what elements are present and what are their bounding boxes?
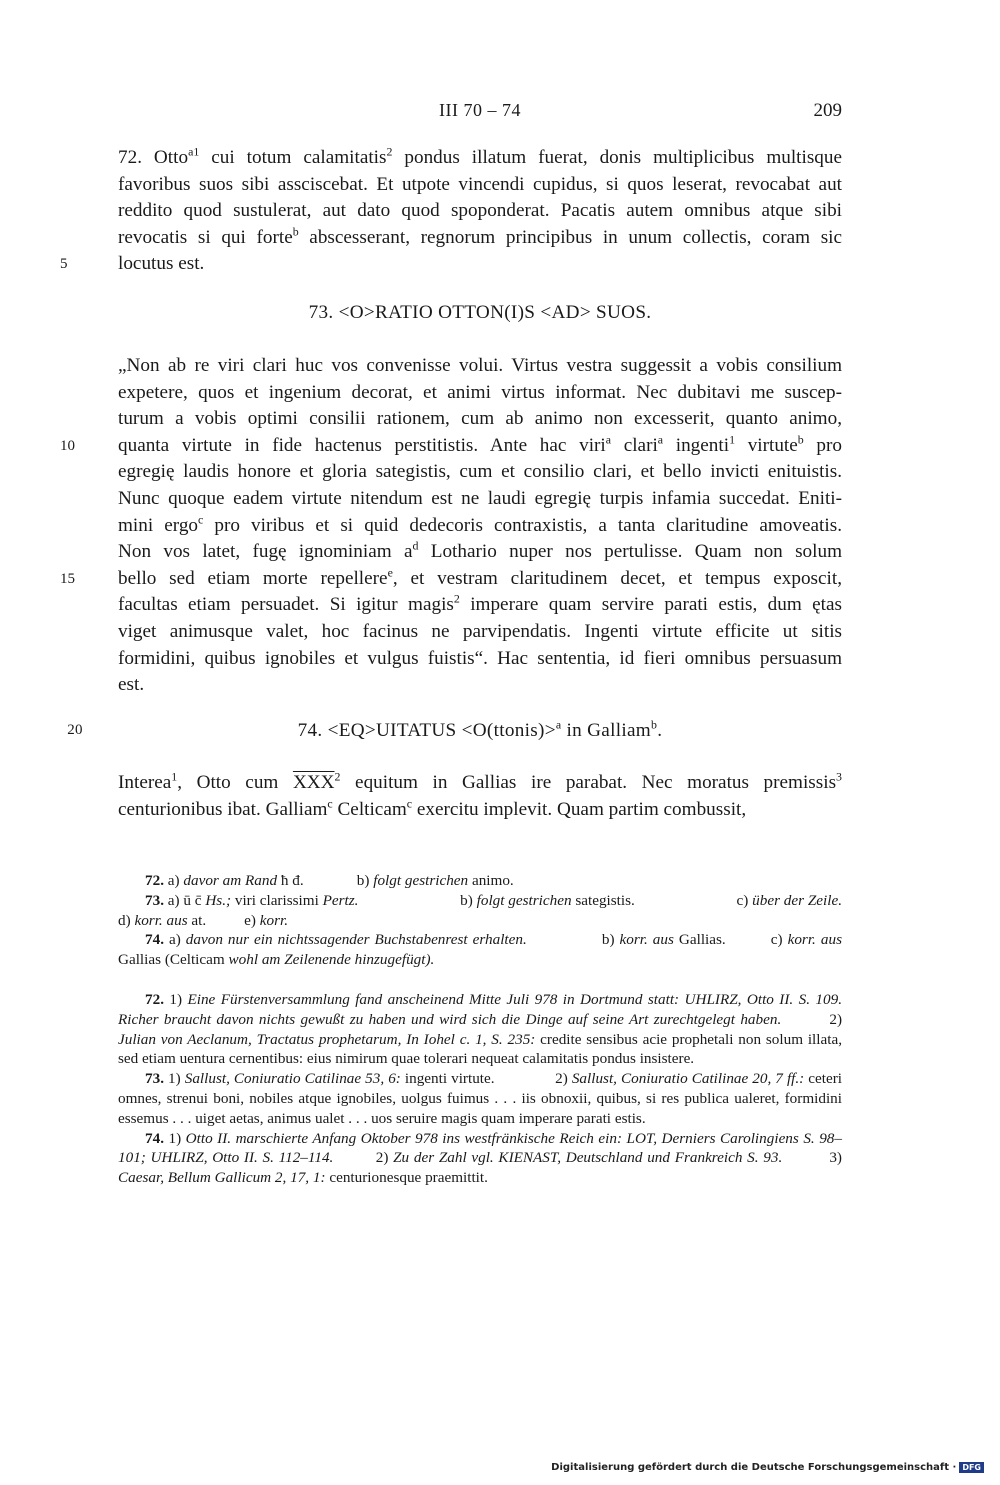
source-notes (118, 990, 842, 1188)
ch72-line: reddito quod sustulerat, aut dato quod spoponderat. Pacatis autem omnibus atque sibi (118, 200, 842, 222)
ch74-line: Interea$^1$, Otto cum $\overline{XXX}^2$ equitum in Gallias ire parabat. Nec moratus premissis$^3$ (118, 769, 842, 793)
chapter-73-text (60, 353, 843, 699)
ch73-line: quanta virtute in fide hactenus perstitistis. Ante hac viri$^a$ clari$^a$ ingenti$^1$ virtute$^b$ pro 10 (118, 433, 842, 460)
ch72-line: revocatis si qui forte$^b$ abscesserant, regnorum principibus in unum collectis, coram sic (118, 224, 843, 248)
ch73-line: Nunc quoque eadem virtute nitendum est ne laudi egregię turpis infamia succedat. Eniti- (118, 487, 842, 509)
page-header (118, 100, 842, 130)
ch73-line: bello sed etiam morte repellere$^e$, et vestram claritudinem decet, et tempus exposcit, 15 (118, 566, 842, 593)
line-number: 5 (60, 256, 68, 273)
ch72-line: favoribus suos sibi assciscebat. Et utpote vincendi cupidus, si quos leserat, revocabat aut (118, 173, 842, 195)
ch73-line: egregię laudis honore et gloria sategistis, cum et consilio clari, et bello invicti enituistis. (118, 461, 842, 483)
ch72-line: locutus est. 5 (118, 251, 842, 278)
ch73-line: „Non ab re viri clari huc vos convenisse volui. Virtus vestra suggessit a vobis consilium (118, 355, 842, 376)
chapter-72-text (60, 144, 843, 278)
apparatus-entry: 72. a) davor am Rand ħ đ. b) folgt gestrichen animo. (145, 872, 514, 889)
digitization-credit (551, 1462, 984, 1473)
ch73-line: expetere, quos et ingenium decorat, et animi virtus informat. Nec dubitavi me suscep- (118, 381, 842, 403)
ch73-line: viget animusque valet, hoc facinus ne parvipendatis. Ingenti virtute efficite ut sitis (118, 620, 842, 642)
ch73-line: Non vos latet, fugę ignominiam $a^d$ Lothario nuper nos pertulisse. Quam non solum (118, 538, 842, 563)
apparatus-entry: 74. a) davon nur ein nichtssagender Buchstabenrest erhalten. b) korr. aus Gallias. c) korr. aus Gallias (Celticam wohl am Zeilenende hinzugefügt). (118, 931, 842, 969)
chapter-74-heading: 74. <EQ>UITATUS <O(ttonis)>$^a$ in Galliam$^b$. 20 (118, 720, 842, 742)
chapter-74-text (118, 770, 842, 823)
ch74-line: centurionibus ibat. Galliam$^c$ Celticam$^c$ exercitu implevit. Quam partim combussit, (118, 796, 747, 820)
ch72-line: 72. Otto$^{a1}$ cui totum calamitatis$^2$ pondus illatum fuerat, donis multiplicibus multisque (118, 144, 843, 168)
line-number: 20 (67, 722, 83, 738)
note-entry: 74. 1) Otto II. marschierte Anfang Oktober 978 ins westfränkische Reich ein: LOT, Derniers Carolingiens S. 98–101; UHLIRZ, Otto II. S. 112–114. 2) Zu der Zahl vgl. KIENAST, Deutschland und Frankreich S. 93. 3) Caesar, Bellum Gallicum 2, 17, 1: centurionesque praemittit. (118, 1129, 842, 1187)
apparatus-entry: 73. a) ū c̄ Hs.; viri clarissimi Pertz. b) folgt gestrichen sategistis. c) über der Zeile. (145, 891, 842, 909)
ch73-line: est. (118, 674, 145, 696)
ch73-line: facultas etiam persuadet. Si igitur magis$^2$ imperare quam servire parati estis, dum ętas (118, 591, 842, 616)
line-number: 10 (60, 437, 75, 454)
ch73-line: formidini, quibus ignobiles et vulgus fuistis“. Hac sententia, id fieri omnibus persuasum (118, 647, 842, 669)
dfg-logo: DFG (959, 1462, 984, 1473)
running-head: III 70 – 74 (439, 100, 521, 120)
note-entry: 72. 1) Eine Fürstenversammlung fand anscheinend Mitte Juli 978 in Dortmund statt: UHLIRZ, Otto II. S. 109. Richer braucht davon nichts gewußt zu haben und wird sich die Dinge auf seine Art zurechtgelegt haben. 2) Julian von Aeclanum, Tractatus prophetarum, In Iohel c. 1, S. 235: credite sensibus acie prophetali non solum illata, sed etiam uentura cernentibus: eius nimirum quae tolerari nequeat calamitatis pondus insistere. (118, 991, 843, 1068)
critical-apparatus (118, 871, 842, 970)
chapter-73-heading: 73. <O>RATIO OTTON(I)S <AD> SUOS. (308, 302, 652, 323)
page-number: 209 (813, 100, 842, 121)
ch73-line: mini ergo$^c$ pro viribus et si quid dedecoris contraxistis, a tanta claritudine amoveatis. (118, 512, 842, 536)
apparatus-entry: d) korr. aus at. e) korr. (118, 911, 289, 929)
note-entry: 73. 1) Sallust, Coniuratio Catilinae 53, 6: ingenti virtute. 2) Sallust, Coniuratio Catilinae 20, 7 ff.: ceteri omnes, strenui boni, nobiles atque ignobiles, uolgus fuimus . . . iis obnoxii, quibus, si res publica ualeret, formidini essemus . . . uiget aetas, animus ualet . . . uos seruire magis quam imperare parati estis. (118, 1070, 843, 1127)
ch73-line: turum a vobis optimi consilii rationem, cum ab animo non excesserit, quanto animo, (118, 408, 842, 430)
line-number: 15 (60, 570, 75, 587)
credit-text: Digitalisierung gefördert durch die Deutsche Forschungsgemeinschaft · (551, 1462, 957, 1473)
